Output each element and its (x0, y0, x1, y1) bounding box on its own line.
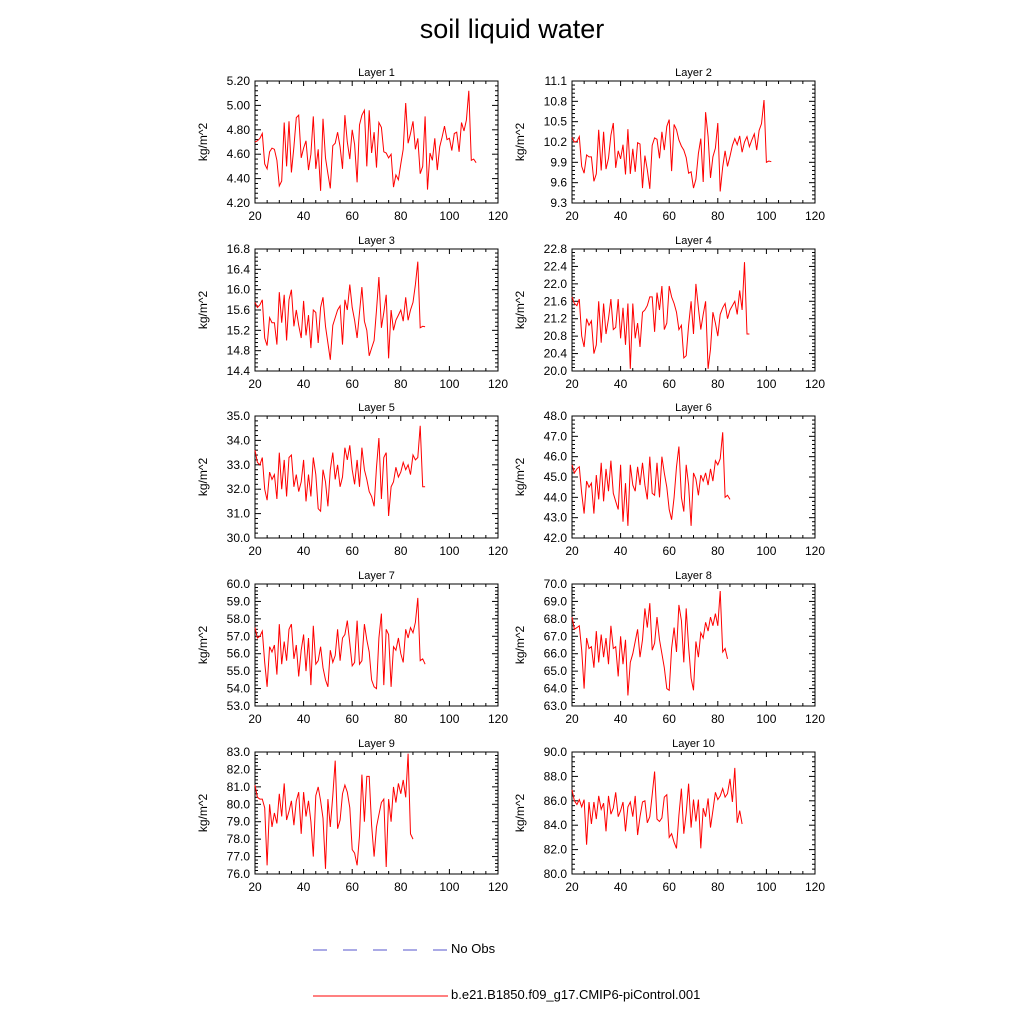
plot-frame (255, 81, 498, 203)
y-tick-label: 58.0 (226, 611, 250, 626)
series-line (255, 598, 425, 689)
y-tick-label: 9.6 (550, 175, 567, 190)
y-tick-label: 16.4 (226, 262, 250, 277)
x-tick-label: 120 (487, 880, 509, 894)
x-tick-label: 80 (711, 377, 725, 391)
y-tick-label: 46.0 (543, 449, 567, 464)
y-tick-label: 82.0 (226, 762, 250, 777)
x-tick-label: 80 (394, 377, 408, 391)
x-tick-label: 40 (613, 712, 628, 726)
plot-frame (572, 752, 815, 874)
x-tick-label: 60 (345, 544, 359, 558)
panel-title: Layer 4 (675, 235, 712, 247)
y-tick-label: 56.0 (226, 646, 250, 661)
legend-label-obs: No Obs (451, 941, 496, 956)
y-tick-label: 42.0 (543, 531, 567, 545)
panel-title: Layer 10 (672, 738, 715, 750)
y-axis-label: kg/m^2 (196, 290, 210, 330)
x-tick-label: 40 (296, 712, 311, 726)
y-tick-label: 16.0 (226, 282, 250, 297)
series-line (572, 768, 742, 849)
y-tick-label: 10.8 (543, 94, 567, 109)
y-tick-label: 79.0 (226, 814, 250, 829)
x-tick-label: 80 (394, 544, 408, 558)
panel-3 (196, 235, 508, 391)
y-tick-label: 80.0 (226, 797, 250, 812)
y-tick-label: 84.0 (543, 818, 567, 833)
y-tick-label: 90.0 (543, 745, 567, 759)
y-tick-label: 20.8 (543, 329, 567, 344)
x-tick-label: 60 (662, 544, 676, 558)
y-tick-label: 43.0 (543, 510, 567, 525)
x-tick-label: 60 (662, 209, 676, 223)
y-tick-label: 57.0 (226, 629, 250, 644)
x-tick-label: 80 (711, 712, 725, 726)
y-tick-label: 47.0 (543, 429, 567, 444)
y-tick-label: 80.0 (543, 867, 567, 881)
x-tick-label: 100 (756, 712, 777, 726)
y-tick-label: 83.0 (226, 745, 250, 759)
y-tick-label: 68.0 (543, 611, 567, 626)
y-tick-label: 81.0 (226, 779, 250, 794)
y-tick-label: 15.6 (226, 303, 250, 317)
x-tick-label: 40 (296, 377, 311, 391)
y-tick-label: 31.0 (226, 506, 250, 521)
x-tick-label: 100 (439, 880, 460, 894)
y-tick-label: 78.0 (226, 832, 250, 847)
y-tick-label: 10.5 (543, 114, 567, 129)
panel-7 (196, 570, 508, 726)
x-tick-label: 80 (711, 544, 725, 558)
y-tick-label: 65.0 (543, 664, 567, 679)
y-tick-label: 9.3 (550, 196, 567, 210)
x-tick-label: 60 (345, 209, 359, 223)
y-tick-label: 77.0 (226, 849, 250, 864)
series-line (255, 262, 425, 360)
x-tick-label: 80 (711, 880, 725, 894)
x-tick-label: 120 (804, 712, 826, 726)
y-tick-label: 30.0 (226, 531, 250, 545)
y-tick-label: 22.0 (543, 276, 567, 291)
x-tick-label: 80 (394, 880, 408, 894)
x-tick-label: 80 (394, 209, 408, 223)
legend-label-model: b.e21.B1850.f09_g17.CMIP6-piControl.001 (451, 987, 701, 1002)
y-tick-label: 33.0 (226, 457, 250, 472)
y-axis-label: kg/m^2 (513, 793, 527, 833)
x-tick-label: 100 (756, 880, 777, 894)
y-tick-label: 67.0 (543, 629, 567, 644)
x-tick-label: 20 (248, 712, 262, 726)
y-tick-label: 69.0 (543, 594, 567, 609)
x-tick-label: 60 (662, 880, 676, 894)
x-tick-label: 120 (804, 880, 826, 894)
y-tick-label: 48.0 (543, 409, 567, 423)
x-tick-label: 40 (613, 544, 628, 558)
x-tick-label: 100 (439, 209, 460, 223)
y-tick-label: 32.0 (226, 482, 250, 497)
x-tick-label: 40 (296, 209, 311, 223)
x-tick-label: 120 (804, 377, 826, 391)
y-tick-label: 4.40 (226, 171, 250, 186)
panel-title: Layer 2 (675, 67, 712, 79)
y-tick-label: 11.1 (544, 74, 567, 88)
y-axis-label: kg/m^2 (513, 625, 527, 665)
y-tick-label: 9.9 (550, 155, 567, 170)
y-tick-label: 35.0 (226, 409, 250, 423)
x-tick-label: 60 (345, 712, 359, 726)
y-tick-label: 14.4 (226, 364, 250, 378)
x-tick-label: 40 (613, 209, 628, 223)
panel-6 (513, 402, 825, 558)
page-title: soil liquid water (419, 14, 605, 44)
series-line (572, 262, 749, 369)
y-axis-label: kg/m^2 (513, 457, 527, 497)
x-tick-label: 100 (756, 544, 777, 558)
series-line (572, 432, 730, 526)
x-tick-label: 120 (804, 544, 826, 558)
panel-title: Layer 1 (358, 67, 395, 79)
series-line (255, 91, 476, 191)
x-tick-label: 120 (487, 712, 509, 726)
x-tick-label: 100 (756, 209, 777, 223)
x-tick-label: 20 (565, 712, 579, 726)
y-tick-label: 4.80 (226, 122, 250, 137)
x-tick-label: 120 (804, 209, 826, 223)
y-tick-label: 16.8 (226, 242, 250, 256)
y-tick-label: 20.0 (543, 364, 567, 378)
x-tick-label: 40 (613, 377, 628, 391)
y-tick-label: 63.0 (543, 699, 567, 713)
y-tick-label: 22.4 (543, 259, 567, 274)
y-tick-label: 53.0 (226, 699, 250, 713)
x-tick-label: 20 (248, 377, 262, 391)
y-axis-label: kg/m^2 (196, 793, 210, 833)
y-tick-label: 20.4 (543, 346, 567, 361)
panel-10 (513, 738, 825, 894)
plot-frame (255, 752, 498, 874)
y-tick-label: 55.0 (226, 664, 250, 679)
x-tick-label: 20 (565, 209, 579, 223)
panel-title: Layer 5 (358, 402, 395, 414)
y-tick-label: 14.8 (226, 343, 250, 358)
panel-8 (513, 570, 825, 726)
x-tick-label: 40 (296, 880, 311, 894)
panel-title: Layer 7 (358, 570, 395, 582)
y-tick-label: 64.0 (543, 681, 567, 696)
y-tick-label: 34.0 (226, 433, 250, 448)
x-tick-label: 40 (613, 880, 628, 894)
y-tick-label: 4.20 (226, 196, 250, 210)
x-tick-label: 80 (394, 712, 408, 726)
x-tick-label: 20 (248, 880, 262, 894)
panel-title: Layer 9 (358, 738, 395, 750)
y-tick-label: 5.20 (226, 74, 250, 88)
x-tick-label: 20 (565, 880, 579, 894)
panel-5 (196, 402, 508, 558)
plot-frame (572, 249, 815, 371)
x-tick-label: 60 (345, 377, 359, 391)
y-tick-label: 70.0 (543, 577, 567, 591)
series-line (572, 100, 771, 192)
y-tick-label: 88.0 (543, 769, 567, 784)
panel-4 (513, 235, 825, 391)
x-tick-label: 20 (248, 209, 262, 223)
panel-9 (196, 738, 508, 894)
y-axis-label: kg/m^2 (196, 122, 210, 162)
y-tick-label: 59.0 (226, 594, 250, 609)
series-line (572, 591, 728, 696)
x-tick-label: 20 (248, 544, 262, 558)
y-tick-label: 76.0 (226, 867, 250, 881)
y-tick-label: 82.0 (543, 842, 567, 857)
y-tick-label: 66.0 (543, 646, 567, 661)
y-tick-label: 5.00 (226, 98, 250, 113)
panel-title: Layer 8 (675, 570, 712, 582)
x-tick-label: 60 (662, 712, 676, 726)
y-tick-label: 10.2 (543, 135, 567, 149)
series-line (255, 426, 425, 516)
y-tick-label: 22.8 (543, 242, 567, 256)
panel-2 (513, 67, 825, 223)
x-tick-label: 100 (439, 712, 460, 726)
x-tick-label: 120 (487, 544, 509, 558)
y-tick-label: 15.2 (226, 323, 250, 338)
y-tick-label: 45.0 (543, 470, 567, 484)
x-tick-label: 20 (565, 544, 579, 558)
panel-title: Layer 3 (358, 235, 395, 247)
y-tick-label: 21.2 (543, 311, 567, 326)
y-tick-label: 86.0 (543, 793, 567, 808)
y-tick-label: 44.0 (543, 490, 567, 505)
plot-frame (255, 416, 498, 538)
x-tick-label: 100 (756, 377, 777, 391)
y-tick-label: 21.6 (543, 294, 567, 309)
x-tick-label: 20 (565, 377, 579, 391)
x-tick-label: 100 (439, 377, 460, 391)
panel-1 (196, 67, 508, 223)
x-tick-label: 120 (487, 209, 509, 223)
series-line (255, 754, 413, 869)
x-tick-label: 100 (439, 544, 460, 558)
x-tick-label: 80 (711, 209, 725, 223)
y-tick-label: 54.0 (226, 681, 250, 696)
x-tick-label: 60 (662, 377, 676, 391)
y-axis-label: kg/m^2 (196, 625, 210, 665)
y-axis-label: kg/m^2 (196, 457, 210, 497)
y-tick-label: 60.0 (226, 577, 250, 591)
panel-title: Layer 6 (675, 402, 712, 414)
x-tick-label: 120 (487, 377, 509, 391)
y-tick-label: 4.60 (226, 147, 250, 162)
x-tick-label: 60 (345, 880, 359, 894)
y-axis-label: kg/m^2 (513, 122, 527, 162)
y-axis-label: kg/m^2 (513, 290, 527, 330)
x-tick-label: 40 (296, 544, 311, 558)
